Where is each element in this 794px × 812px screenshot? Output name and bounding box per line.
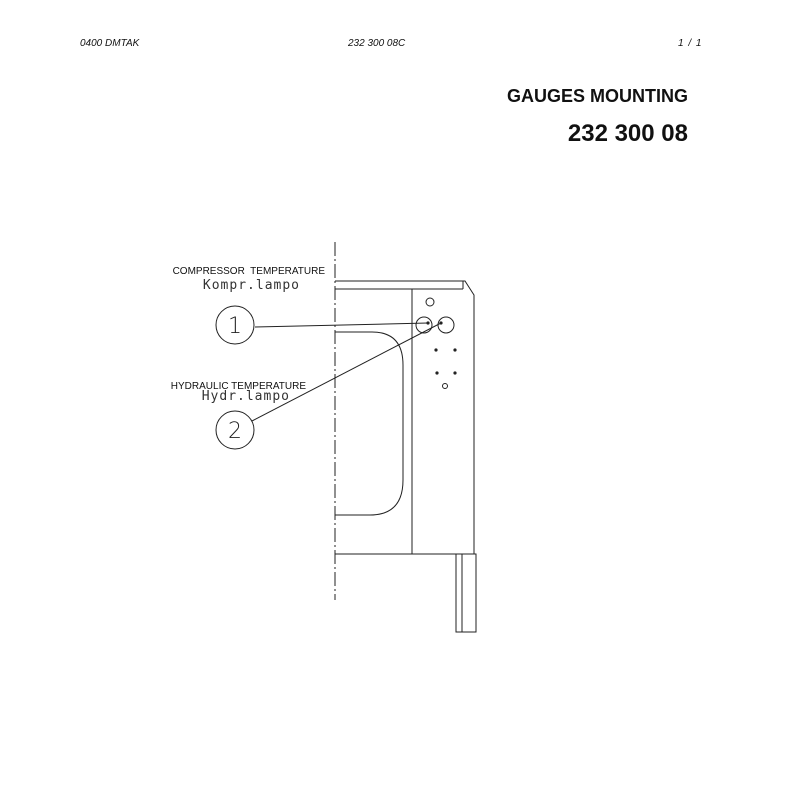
label-kompr-lampo: Kompr.lampo bbox=[202, 278, 300, 293]
indicator-light bbox=[426, 298, 434, 306]
leader-dot-1 bbox=[426, 321, 429, 324]
document-number: 232 300 08 bbox=[567, 120, 688, 147]
leader-line-2 bbox=[252, 323, 441, 421]
callout-number-2: 2 bbox=[228, 419, 242, 444]
callout-number-1: 1 bbox=[228, 314, 242, 339]
header-page-number: 1 / 1 bbox=[678, 38, 703, 49]
screw-hole bbox=[435, 371, 438, 374]
header-left-code: 0400 DMTAK bbox=[80, 38, 140, 49]
leader-dot-2 bbox=[439, 321, 442, 324]
gauge-compressor-temperature bbox=[416, 317, 432, 333]
screw-hole bbox=[453, 371, 456, 374]
screw-hole bbox=[434, 348, 437, 351]
label-hydraulic-temperature: HYDRAULIC TEMPERATURE bbox=[170, 381, 306, 392]
gauge-hydraulic-temperature bbox=[438, 317, 454, 333]
label-compressor-temperature: COMPRESSOR TEMPERATURE bbox=[172, 266, 325, 277]
label-hydr-lampo: Hydr.lampo bbox=[201, 389, 290, 404]
screw-hole bbox=[453, 348, 456, 351]
machine-body bbox=[335, 281, 476, 632]
leader-line-1 bbox=[255, 323, 428, 327]
small-indicator bbox=[443, 384, 448, 389]
gauge-panel bbox=[416, 298, 457, 389]
header-drawing-code: 232 300 08C bbox=[348, 38, 406, 49]
drawing-title: GAUGES MOUNTING bbox=[506, 86, 688, 106]
